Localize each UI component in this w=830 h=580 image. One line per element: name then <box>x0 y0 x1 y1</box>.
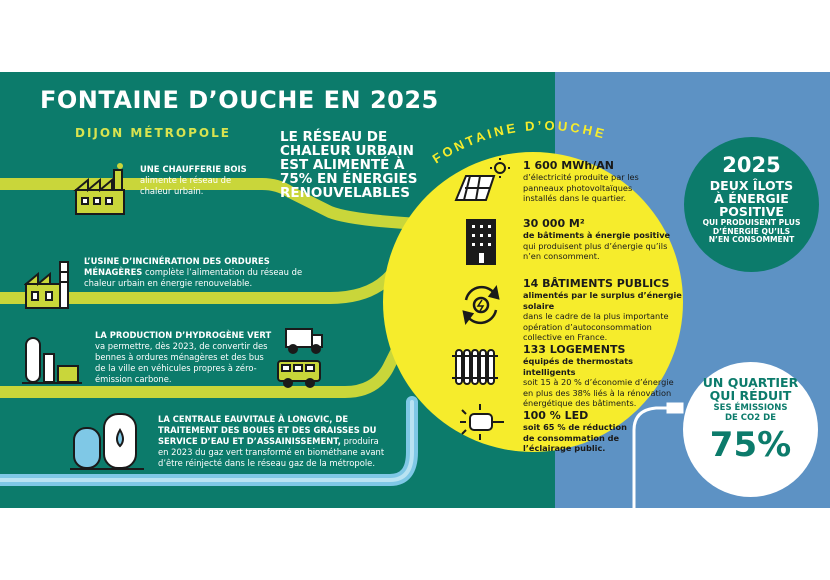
fontaine-item-head: 30 000 M² <box>523 217 585 230</box>
left-item-text: va permettre, dès 2023, de convertir des bennes à ordures ménagères et des bus de la ville en véhicules propres à zéro-émission carbone. <box>95 341 268 384</box>
quartier-headline-line: UN QUARTIER <box>702 375 799 390</box>
ilots-year: 2025 <box>722 153 781 177</box>
left-item-text: produira en 2023 du gaz vert transformé en biométhane avant d’être réinjecté dans le réseau gaz de la métropole. <box>158 436 385 468</box>
page-title: FONTAINE D’OUCHE EN 2025 <box>40 86 439 114</box>
fontaine-item <box>523 160 668 204</box>
infographic <box>0 72 830 508</box>
led-bulb-icon <box>456 402 508 442</box>
fontaine-item-text: d’électricité produite par les panneaux photovoltaïques installés dans le quartier. <box>523 172 639 203</box>
ilots-detail <box>692 219 811 245</box>
quartier-detail-line: DE CO2 DE <box>724 412 777 423</box>
reseau-line: CHALEUR URBAIN <box>280 143 414 159</box>
fontaine-title: FONTAINE D’OUCHE <box>429 117 609 167</box>
fontaine-item-head: 133 LOGEMENTS <box>523 343 626 356</box>
ilots-headline-line: DEUX ÎLOTS <box>709 178 794 193</box>
left-item-bold: LA CENTRALE EAUVITALE À LONGVIC, DE TRAITEMENT DES BOUES ET DES GRAISSES DU SERVICE D’EAU ET D’ASSAINISSEMENT, <box>158 414 377 446</box>
reseau-line: 75% EN ÉNERGIES <box>280 171 418 187</box>
left-item-bold: LA PRODUCTION D’HYDROGÈNE VERT <box>95 330 272 340</box>
ilots-badge <box>684 137 819 272</box>
ilots-headline <box>684 179 819 218</box>
quartier-headline-line: QUI RÉDUIT <box>709 388 792 403</box>
quartier-detail-line: SES ÉMISSIONS <box>713 403 788 413</box>
fontaine-item <box>523 218 673 262</box>
reseau-line: RENOUVELABLES <box>280 185 410 201</box>
quartier-percent: 75% <box>709 425 792 465</box>
fontaine-item-head: 1 600 MWh/AN <box>523 159 614 172</box>
page-subtitle: DIJON MÉTROPOLE <box>75 126 231 140</box>
solar-cycle-icon <box>458 282 504 328</box>
fontaine-item-head: 14 BÂTIMENTS PUBLICS <box>523 277 670 290</box>
ilots-detail-line: D’ÉNERGIE QU’ILS <box>712 226 791 236</box>
left-item-bold: UNE CHAUFFERIE BOIS <box>140 164 247 174</box>
fontaine-item-sub: équipés de thermostats intelligents <box>523 356 634 377</box>
ilots-headline-line: À ÉNERGIE <box>714 191 789 206</box>
ilots-detail-line: QUI PRODUISENT PLUS <box>702 218 801 227</box>
reseau-line: EST ALIMENTÉ À <box>280 157 405 173</box>
fontaine-item-sub: de bâtiments à énergie positive <box>523 230 671 240</box>
ilots-headline-line: POSITIVE <box>719 204 784 219</box>
solar-panel-icon <box>452 158 512 204</box>
fontaine-item-text: dans le cadre de la plus importante opération d’autoconsommation collective en France. <box>523 311 669 342</box>
left-item-bold: L’USINE D’INCINÉRATION DES ORDURES MÉNAGÈRES <box>84 256 270 277</box>
street-lamp-icon <box>620 400 690 508</box>
fontaine-item-text: soit 15 à 20 % d’économie d’énergie en plus des 38% liés à la rénovation énergétique des bâtiments. <box>523 377 674 408</box>
quartier-badge <box>683 362 818 497</box>
fontaine-item-head: 100 % LED <box>523 409 589 422</box>
reseau-line: LE RÉSEAU DE <box>280 129 388 145</box>
quartier-headline <box>683 376 818 402</box>
fontaine-item-sub: alimentés par le surplus d’énergie solaire <box>523 290 682 311</box>
fontaine-item <box>523 344 683 409</box>
fontaine-item <box>523 278 693 343</box>
quartier-detail <box>683 404 818 423</box>
fontaine-item-text: qui produisent plus d’énergie qu’ils n’en consomment. <box>523 240 668 261</box>
fontaine-item-sub: soit 65 % de réduction de consommation de l’éclairage public. <box>523 422 627 453</box>
left-item-text: alimente le réseau de chaleur urbain. <box>140 175 232 196</box>
radiator-icon <box>452 344 506 390</box>
building-icon <box>461 216 501 268</box>
left-item-text: complète l’alimentation du réseau de chaleur urbain en énergie renouvelable. <box>84 267 303 288</box>
ilots-detail-line: N’EN CONSOMMENT <box>708 235 795 244</box>
